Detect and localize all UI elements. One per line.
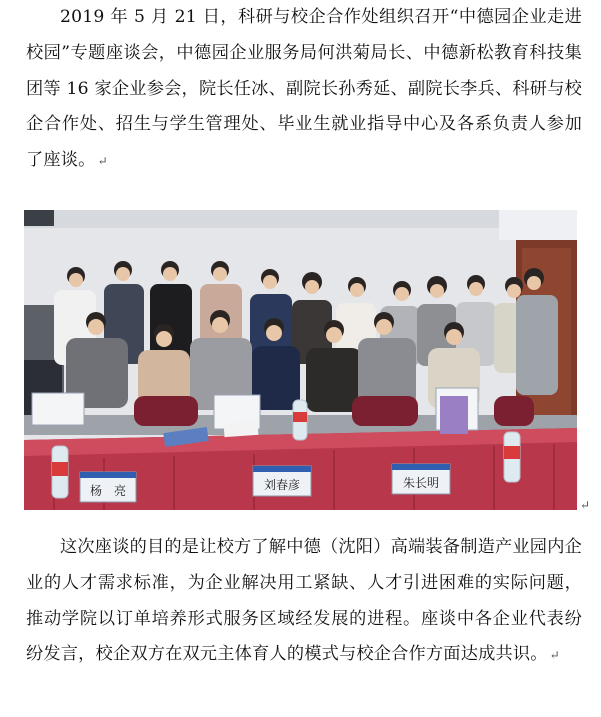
paragraph-mark: ↵ — [549, 648, 560, 663]
purpose-paragraph — [26, 530, 582, 674]
placard-zhu-changming — [392, 464, 450, 494]
paragraph-mark: ↵ — [97, 154, 108, 169]
placard-name: 朱长明 — [402, 476, 440, 490]
placard-name: 杨 亮 — [89, 484, 127, 498]
placard-yang-liang — [80, 472, 136, 502]
intro-paragraph — [26, 0, 582, 180]
meeting-group-photo — [24, 210, 577, 510]
purpose-paragraph-text: 这次座谈的目的是让校方了解中德（沈阳）高端装备制造产业园内企业的人才需求标准，为企业解决用工紧缺、人才引进困难的实际问题，推动学院以订单培养形式服务区域经发展的进程。座谈中各企业代表纷纷发言，校企双方在双元主体育人的模式与校企合作方面达成共识。 — [26, 537, 582, 665]
placard-liu-chunyan — [253, 466, 311, 496]
paragraph-mark: ↵ — [580, 498, 591, 512]
intro-paragraph-text: 2019 年 5 月 21 日，科研与校企合作处组织召开“中德园企业走进校园”专题座谈会，中德园企业服务局何洪菊局长、中德新松教育科技集团等 16 家企业参会，院长任冰、副院长孙秀延、副院长李兵、科研与校企合作处、招生与学生管理处、毕业生就业指导中心及各系负责人参加了座谈。 — [26, 7, 582, 171]
placard-name: 刘春彦 — [263, 478, 301, 492]
